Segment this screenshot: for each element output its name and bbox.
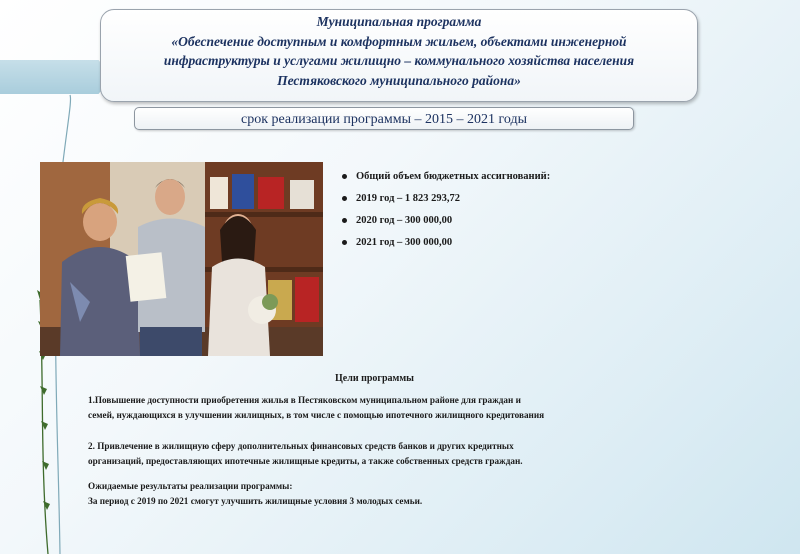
goal-1-line: 1.Повышение доступности приобретения жилья в Пестяковском муниципальном районе для граждан и	[88, 395, 521, 405]
results-text: За период с 2019 по 2021 смогут улучшить жилищные условия 3 молодых семьи.	[88, 496, 423, 506]
budget-2020: 2020 год – 300 000,00	[340, 214, 560, 227]
budget-list	[340, 170, 560, 258]
program-title-line: Пестяковского муниципального района»	[277, 72, 521, 88]
program-term: срок реализации программы – 2015 – 2021 годы	[134, 107, 634, 130]
program-title-line: Муниципальная программа	[316, 14, 482, 29]
goal-2	[88, 439, 728, 469]
goal-2-line: организаций, предоставляющих ипотечные жилищные кредиты, а также собственных средств граждан.	[88, 456, 523, 466]
decorative-arrow-bar	[0, 60, 112, 94]
budget-total-label: Общий объем бюджетных ассигнований:	[340, 170, 560, 183]
goal-2-line: 2. Привлечение в жилищную сферу дополнительных финансовых средств банков и других кредитных	[88, 441, 514, 451]
program-title-box	[100, 9, 698, 102]
expected-results	[88, 479, 728, 509]
budget-2021: 2021 год – 300 000,00	[340, 236, 560, 249]
program-title-line: «Обеспечение доступным и комфортным жильем, объектами инженерной	[171, 33, 627, 49]
goal-1	[88, 393, 728, 423]
budget-2019: 2019 год – 1 823 293,72	[340, 192, 560, 205]
program-title-line: инфраструктуры и услугами жилищно – коммунального хозяйства населения	[163, 53, 635, 68]
goal-1-line: семей, нуждающихся в улучшении жилищных, в том числе с помощью ипотечного жилищного кредитования	[88, 410, 545, 420]
goals-heading: Цели программы	[335, 373, 414, 384]
results-heading: Ожидаемые результаты реализации программы:	[88, 481, 293, 491]
ceremony-photo	[40, 162, 323, 356]
